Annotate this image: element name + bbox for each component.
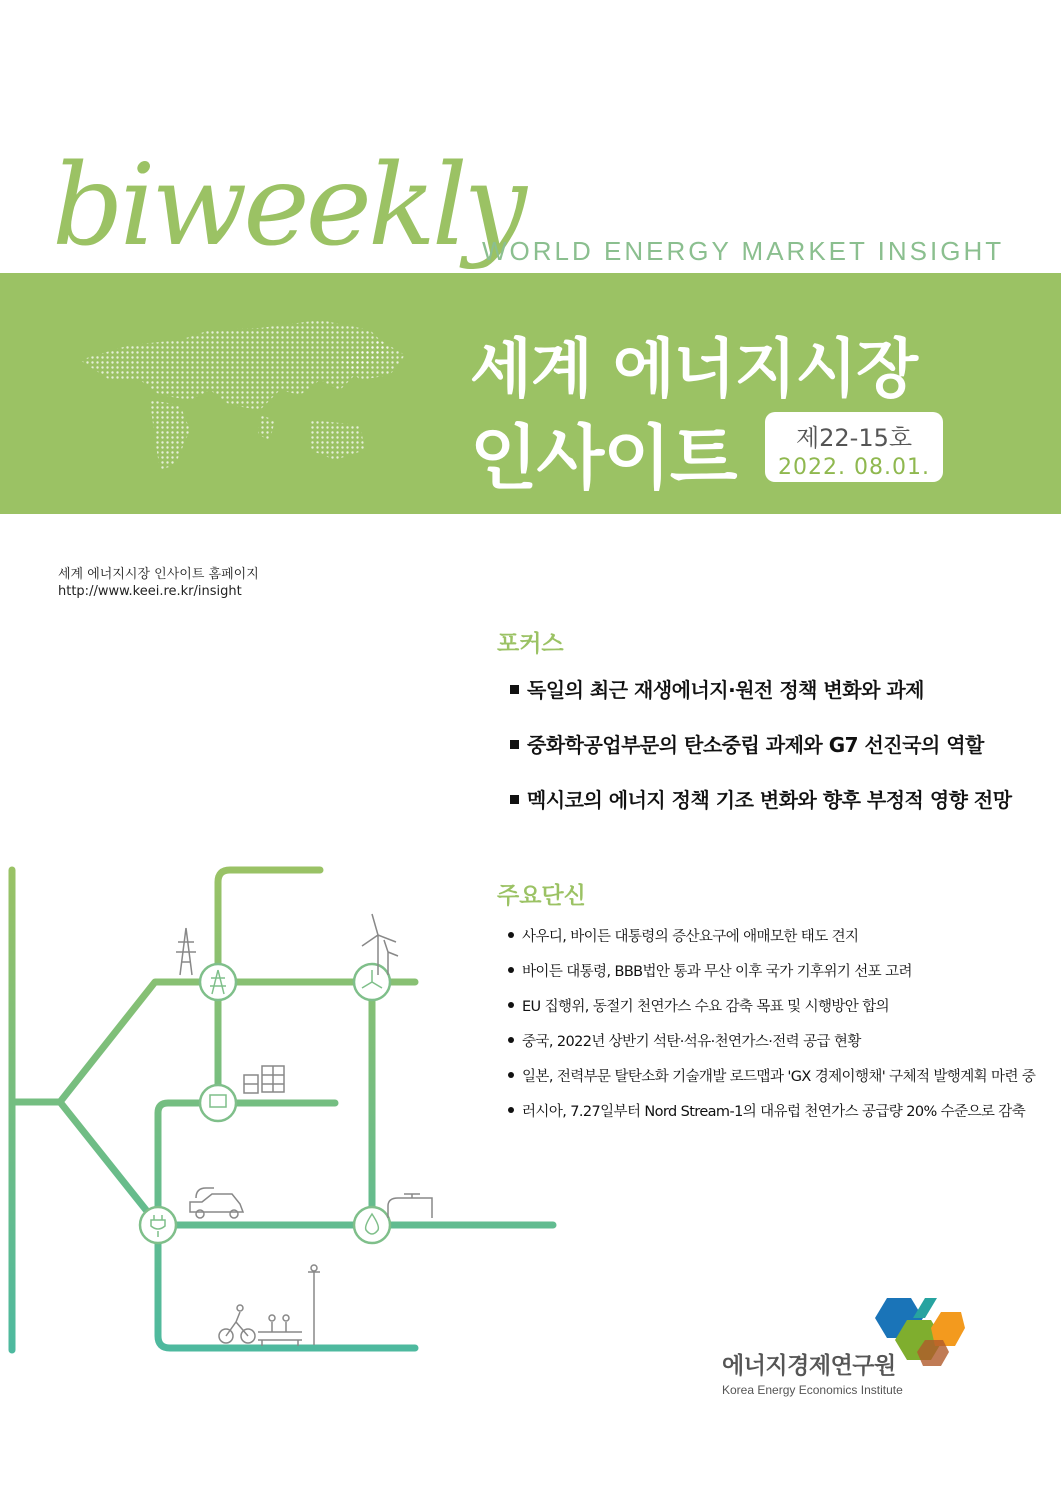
kei-network-diagram [0,860,570,1360]
header-subtitle: WORLD ENERGY MARKET INSIGHT [482,236,1005,266]
publisher-name-ko: 에너지경제연구원 [722,1353,896,1379]
water-node [354,1207,390,1243]
street-lamp-icon [308,1265,320,1345]
transmission-tower-icon [176,928,196,975]
focus-heading: 포커스 [497,631,564,657]
bullet-square-icon [510,795,519,804]
homepage-url-link[interactable]: http://www.keei.re.kr/insight [58,584,242,599]
homepage-label: 세계 에너지시장 인사이트 홈페이지 [58,567,259,582]
news-item-label: 사우디, 바이든 대통령의 증산요구에 애매모한 태도 견지 [522,929,859,945]
news-item-label: 바이든 대통령, BBB법안 통과 무산 이후 국가 기후위기 선포 고려 [522,964,912,980]
focus-item-label: 멕시코의 에너지 정책 기조 변화와 향후 부정적 영향 전망 [527,788,1012,812]
bullet-square-icon [510,685,519,694]
solar-node [200,1085,236,1121]
pipe-faucet-icon [388,1194,432,1218]
issue-number: 제22-15호 [795,424,913,452]
page-title-line1: 세계 에너지시장 [470,333,918,407]
plug-node [140,1207,176,1243]
cyclist-icon [219,1305,255,1343]
transmission-tower-node [200,964,236,1000]
focus-item-label: 독일의 최근 재생에너지·원전 정책 변화와 과제 [527,678,924,702]
bullet-square-icon [510,740,519,749]
world-map-graphic [60,300,420,490]
news-heading: 주요단신 [497,883,586,909]
issue-date: 2022. 08.01. [778,455,930,480]
publisher-name-en: Korea Energy Economics Institute [722,1383,903,1397]
news-item-label: 러시아, 7.27일부터 Nord Stream-1의 대유럽 천연가스 공급량 20% 수준으로 감축 [522,1104,1026,1120]
bench-people-icon [258,1315,302,1346]
focus-item[interactable] [510,784,1012,813]
news-item-label: 일본, 전력부문 탈탄소화 기술개발 로드맵과 'GX 경제이행채' 구체적 발행계획 마련 중 [522,1069,1036,1085]
news-item[interactable] [508,1100,1025,1121]
news-item[interactable] [508,1065,1035,1086]
focus-item-label: 중화학공업부문의 탄소중립 과제와 G7 선진국의 역할 [527,733,984,757]
news-item-label: 중국, 2022년 상반기 석탄·석유·천연가스·전력 공급 현황 [522,1034,861,1050]
issue-badge [765,412,943,482]
focus-item[interactable] [510,729,984,758]
page-title-line2: 인사이트 [470,417,737,499]
biweekly-script-logo: biweekly [52,141,523,271]
solar-panel-icon [244,1066,284,1093]
electric-car-icon [190,1188,243,1218]
focus-item[interactable] [510,674,924,703]
news-item-label: EU 집행위, 동절기 천연가스 수요 감축 목표 및 시행방안 합의 [522,999,890,1015]
